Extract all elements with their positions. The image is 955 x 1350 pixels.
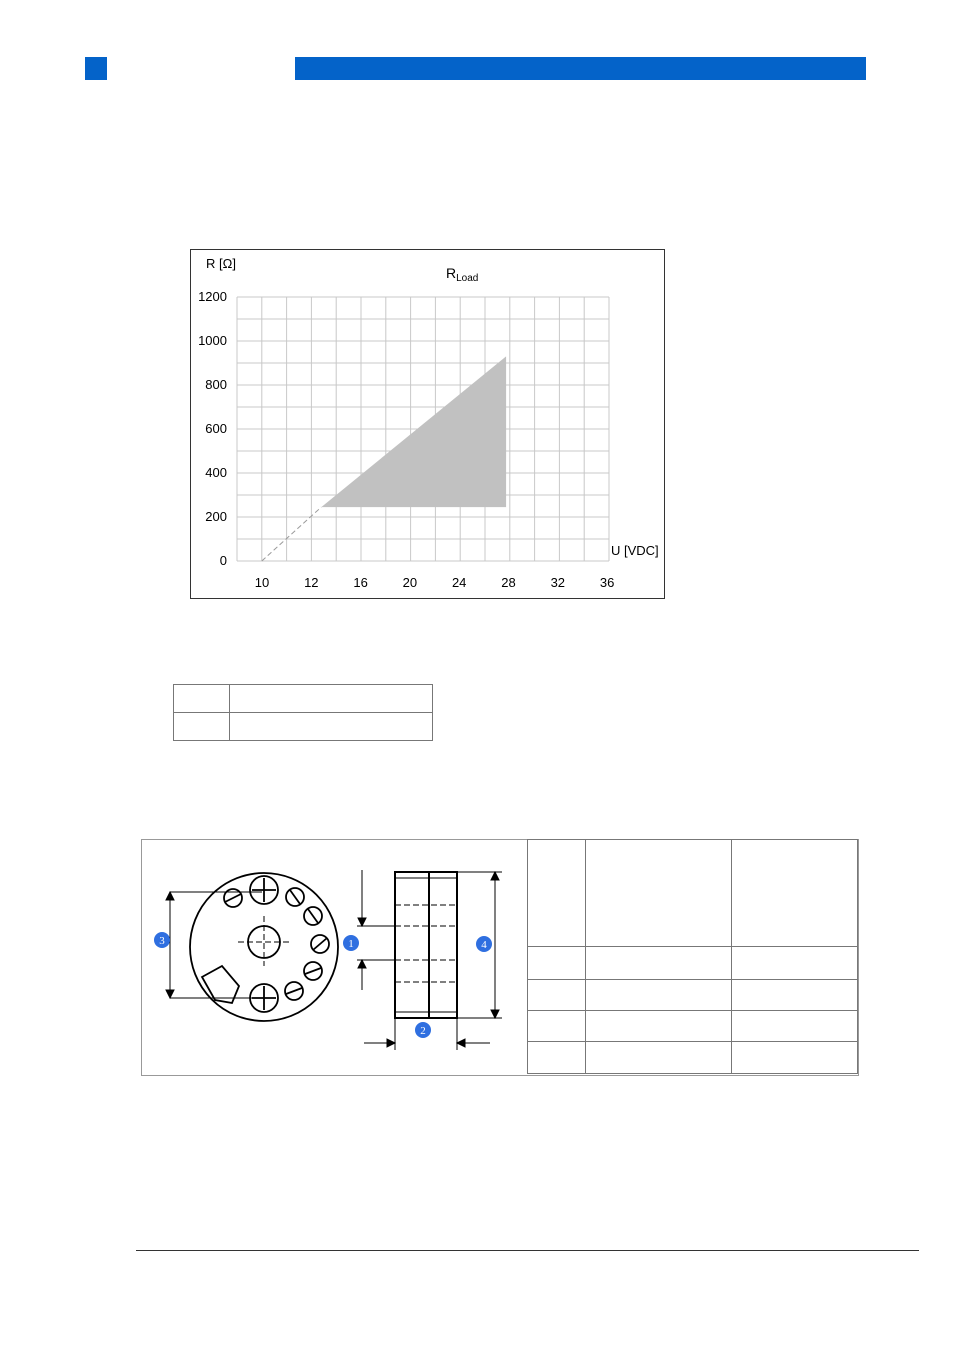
y-tick-label: 200 (205, 509, 227, 524)
top-view-housing (190, 873, 338, 1021)
marker-2 (415, 1022, 431, 1038)
table-cell (230, 685, 433, 713)
table-cell (528, 947, 586, 980)
header-accent-square (85, 57, 107, 80)
table-cell (731, 1011, 857, 1042)
dimension-arrow-1 (357, 870, 395, 990)
spec-table-small (173, 684, 433, 741)
table-cell (731, 980, 857, 1011)
y-tick-label: 600 (205, 421, 227, 436)
table-row (528, 1011, 858, 1042)
chart-title: $R_{Load}$ (446, 265, 479, 284)
table-cell (731, 840, 857, 947)
table-cell (528, 1011, 586, 1042)
table-cell (585, 840, 731, 947)
svg-text:1: 1 (348, 938, 354, 950)
table-row (174, 685, 433, 713)
x-tick-label: 28 (501, 575, 516, 590)
x-tick-label: 36 (599, 575, 615, 590)
table-cell (230, 713, 433, 741)
svg-text:2: 2 (420, 1025, 426, 1037)
y-axis-label: R [Ω] (206, 256, 236, 271)
y-tick-label: 1000 (198, 333, 227, 348)
marker-1 (343, 935, 359, 951)
y-tick-label: 1200 (198, 289, 227, 304)
y-tick-label: 400 (205, 465, 227, 480)
table-cell (585, 980, 731, 1011)
svg-text:3: 3 (159, 935, 165, 947)
marker-3 (154, 932, 170, 948)
dimension-drawing (142, 840, 527, 1077)
table-cell (731, 1042, 857, 1074)
y-tick-label: 800 (205, 377, 227, 392)
table-row (528, 980, 858, 1011)
table-cell (528, 840, 586, 947)
table-row (528, 947, 858, 980)
chart-canvas (191, 250, 666, 600)
x-tick-label: 32 (550, 575, 566, 590)
table-row (528, 840, 858, 947)
x-tick-label: 16 (353, 575, 368, 590)
table-cell (528, 980, 586, 1011)
footer-rule (136, 1250, 919, 1251)
dimensions-panel (141, 839, 859, 1076)
x-tick-label: 24 (451, 575, 467, 590)
table-cell (585, 1011, 731, 1042)
table-cell (731, 947, 857, 980)
y-tick-label: 0 (219, 553, 227, 568)
x-tick-label: 10 (254, 575, 270, 590)
table-cell (585, 1042, 731, 1074)
marker-4 (476, 936, 492, 952)
table-row (528, 1042, 858, 1074)
operating-area (321, 356, 506, 507)
load-resistance-chart (190, 249, 665, 599)
svg-text:4: 4 (481, 939, 487, 951)
table-row (174, 713, 433, 741)
extension-dashed-line (262, 507, 322, 561)
header-accent-bar (295, 57, 866, 80)
x-tick-label: 12 (304, 575, 319, 590)
table-cell (528, 1042, 586, 1074)
dimensions-table (527, 839, 858, 1074)
x-axis-label: U [VDC] (611, 543, 659, 558)
table-cell (585, 947, 731, 980)
x-tick-label: 20 (402, 575, 418, 590)
side-view-housing (395, 872, 457, 1018)
table-cell (174, 713, 230, 741)
table-cell (174, 685, 230, 713)
